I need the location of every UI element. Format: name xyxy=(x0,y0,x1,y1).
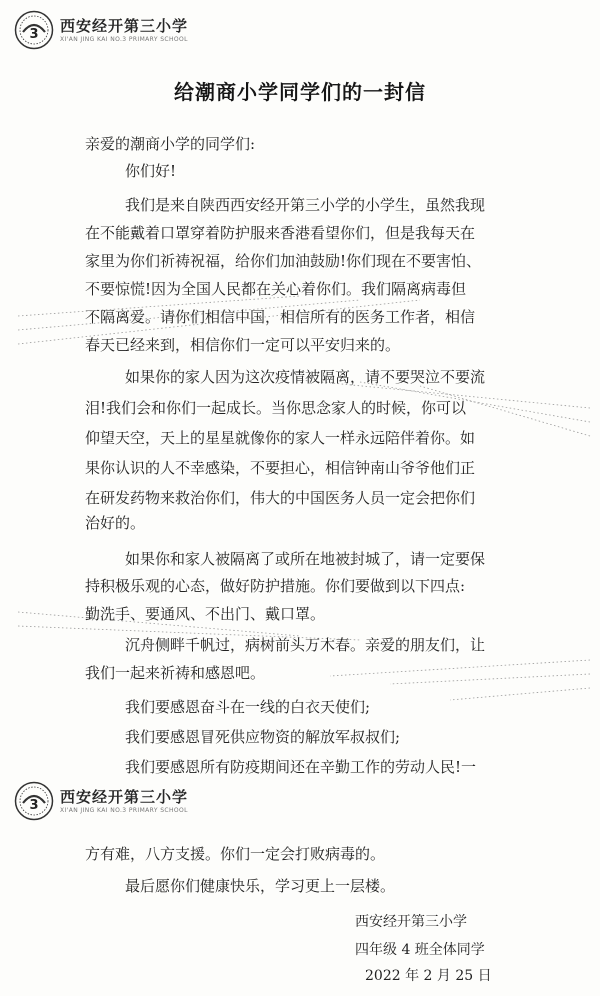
letter-line: 我们要感恩奋斗在一线的白衣天使们; xyxy=(125,698,371,716)
header-page2 xyxy=(14,781,188,821)
school-name: 西安经开第三小学 xyxy=(60,787,189,806)
letter-line: 我们要感恩所有防疫期间还在辛勤工作的劳动人民!一 xyxy=(125,758,477,776)
letter-line: 我们一起来祈祷和感恩吧。 xyxy=(85,664,266,682)
school-name-en: XI'AN JING KAI NO.3 PRIMARY SCHOOL xyxy=(60,806,188,814)
letter-line: 我们要感恩冒死供应物资的解放军叔叔们; xyxy=(125,728,401,746)
letter-line: 你们好! xyxy=(125,162,177,180)
letter-line: 沉舟侧畔千帆过，病树前头万木春。亲爱的朋友们，让 xyxy=(125,636,486,654)
school-name: 西安经开第三小学 xyxy=(60,16,189,35)
school-logo-icon xyxy=(14,10,54,50)
letter-title: 给潮商小学同学们的一封信 xyxy=(174,80,426,104)
letter-line: 亲爱的潮商小学的同学们: xyxy=(85,135,256,153)
letter-line: 在不能戴着口罩穿着防护服来香港看望你们，但是我每天在 xyxy=(85,224,476,242)
letter-line: 在研发药物来救治你们，伟大的中国医务人员一定会把你们 xyxy=(85,489,476,507)
letter-line: 勤洗手、要通风、不出门、戴口罩。 xyxy=(85,605,326,623)
letter-line: 最后愿你们健康快乐，学习更上一层楼。 xyxy=(125,877,396,895)
school-logo-icon xyxy=(14,781,54,821)
letter-line: 方有难，八方支援。你们一定会打败病毒的。 xyxy=(85,845,386,863)
header-top xyxy=(14,10,188,50)
letter-line: 仰望天空，天上的星星就像你的家人一样永远陪伴着你。如 xyxy=(85,429,476,447)
signature-school: 西安经开第三小学 xyxy=(355,914,467,930)
letter-line: 治好的。 xyxy=(85,514,146,532)
letter-line: 不要惊慌!因为全国人民都在关心着你们。我们隔离病毒但 xyxy=(85,280,467,298)
letter-line: 我们是来自陕西西安经开第三小学的小学生，虽然我现 xyxy=(125,196,486,214)
school-name-en: XI'AN JING KAI NO.3 PRIMARY SCHOOL xyxy=(60,35,188,43)
letter-line: 不隔离爱。请你们相信中国，相信所有的医务工作者，相信 xyxy=(85,308,476,326)
signature-class: 四年级 4 班全体同学 xyxy=(355,942,485,958)
signature-date: 2022 年 2 月 25 日 xyxy=(365,968,492,984)
letter-line: 如果你和家人被隔离了或所在地被封城了，请一定要保 xyxy=(125,550,486,568)
letter-line: 泪!我们会和你们一起成长。当你思念家人的时候，你可以 xyxy=(85,399,467,417)
letter-line: 果你认识的人不幸感染，不要担心，相信钟南山爷爷他们正 xyxy=(85,459,476,477)
letter-line: 家里为你们祈祷祝福，给你们加油鼓励!你们现在不要害怕、 xyxy=(85,252,482,270)
svg-text:3: 3 xyxy=(29,27,39,42)
letter-line: 如果你的家人因为这次疫情被隔离，请不要哭泣不要流 xyxy=(125,368,486,386)
letter-line: 春天已经来到，相信你们一定可以平安归来的。 xyxy=(85,336,401,354)
letter-line: 持积极乐观的心态，做好防护措施。你们要做到以下四点: xyxy=(85,577,466,595)
svg-text:3: 3 xyxy=(29,798,39,813)
